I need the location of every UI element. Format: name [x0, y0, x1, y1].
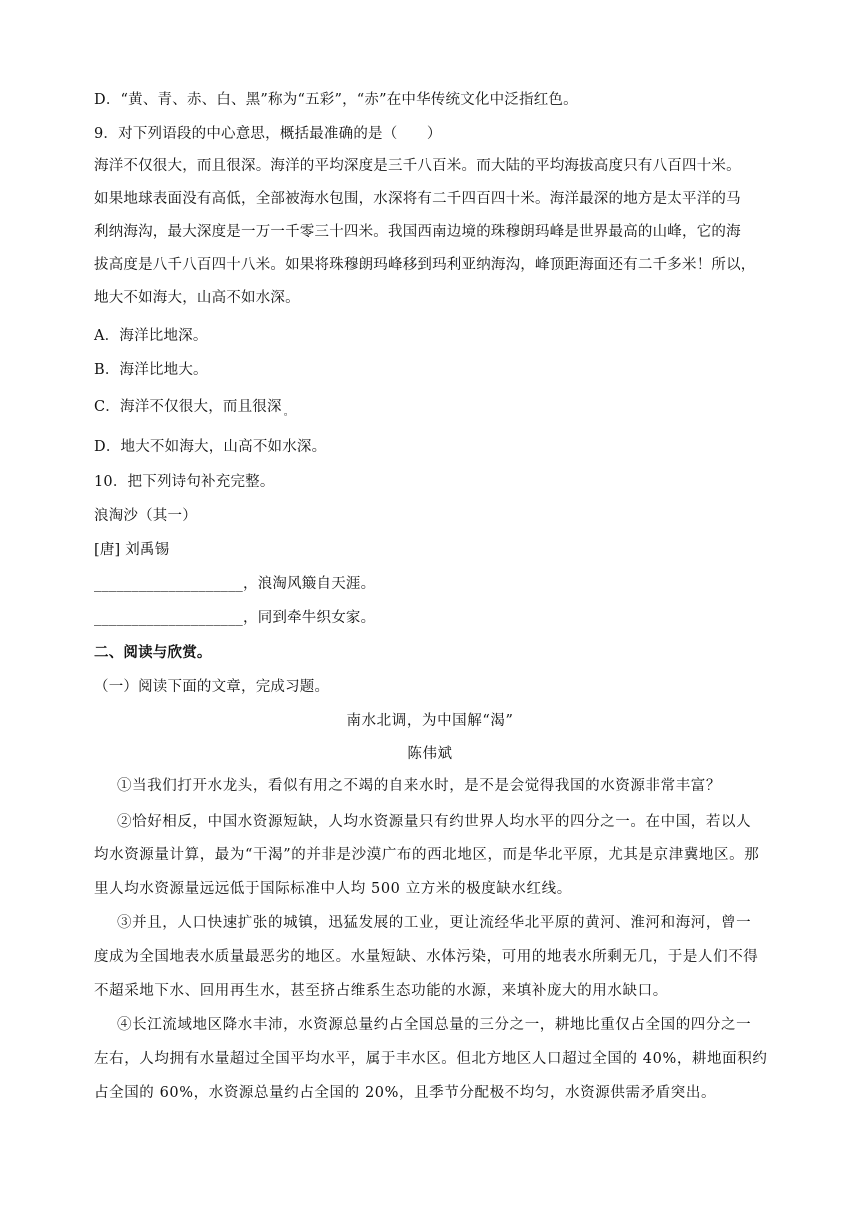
q9-passage-line-5: 地大不如海大，山高不如水深。	[94, 290, 300, 306]
article-paragraph-4-line-3: 占全国的 60%，水资源总量约占全国的 20%，且季节分配极不均匀，水资源供需矛盾突出。	[94, 1085, 717, 1101]
poem-author: [唐] 刘禹锡	[94, 542, 170, 558]
article-title: 南水北调，为中国解“渴”	[346, 713, 514, 729]
q8-option-d: D．“黄、青、赤、白、黑”称为“五彩”，“赤”在中华传统文化中泛指红色。	[94, 92, 578, 108]
article-paragraph-2-line-3: 里人均水资源量远远低于国际标准中人均 500 立方米的极度缺水红线。	[94, 881, 572, 897]
article-paragraph-2-line-2: 均水资源量计算，最为“干渴”的并非是沙漠广布的西北地区，而是华北平原，尤其是京津冀地区。那	[94, 847, 760, 863]
q9-option-d: D．地大不如海大，山高不如水深。	[94, 439, 327, 455]
q10-stem: 10．把下列诗句补充完整。	[94, 474, 275, 490]
q9-option-b: B．海洋比地大。	[94, 362, 208, 378]
q9-option-c-text: C．海洋不仅很大，而且很深	[94, 399, 282, 415]
q9-passage-line-4: 拔高度是八千八百四十八米。如果将珠穆朗玛峰移到玛利亚纳海沟，峰顶距海面还有二千多米！所以，	[94, 257, 756, 273]
section-2-subheading: （一）阅读下面的文章，完成习题。	[94, 679, 330, 695]
poem-title: 浪淘沙（其一）	[94, 508, 197, 524]
q9-passage-line-1: 海洋不仅很大，而且很深。海洋的平均深度是三千八百米。而大陆的平均海拔高度只有八百四十米。	[94, 158, 741, 174]
poem-blank-line-2: ____________________，同到牵牛织女家。	[94, 610, 376, 626]
q9-option-c	[94, 397, 294, 423]
q9-passage-line-2: 如果地球表面没有高低，全部被海水包围，水深将有二千四百四十米。海洋最深的地方是太平洋的马	[94, 191, 741, 207]
article-paragraph-3-line-1: ③并且，人口快速扩张的城镇，迅猛发展的工业，更让流经华北平原的黄河、淮河和海河，曾一	[117, 915, 752, 931]
article-paragraph-3-line-2: 度成为全国地表水质量最恶劣的地区。水量短缺、水体污染，可用的地表水所剩无几，于是人们不得	[94, 949, 759, 965]
q9-stem: 9．对下列语段的中心意思，概括最准确的是（ ）	[94, 126, 442, 142]
article-paragraph-3-line-3: 不超采地下水、回用再生水，甚至挤占维系生态功能的水源，来填补庞大的用水缺口。	[94, 983, 668, 999]
article-paragraph-2-line-1: ②恰好相反，中国水资源短缺，人均水资源量只有约世界人均水平的四分之一。在中国，若以人	[117, 814, 752, 830]
q9-option-a: A．海洋比地深。	[94, 328, 208, 344]
article-author: 陈伟斌	[407, 746, 453, 762]
article-paragraph-4-line-1: ④长江流域地区降水丰沛，水资源总量约占全国总量的三分之一，耕地比重仅占全国的四分之一	[117, 1017, 752, 1033]
q9-option-c-mark: 。	[283, 407, 294, 418]
article-paragraph-1-line-1: ①当我们打开水龙头，看似有用之不竭的自来水时，是不是会觉得我国的水资源非常丰富？	[117, 778, 721, 794]
article-paragraph-4-line-2: 左右，人均拥有水量超过全国平均水平，属于丰水区。但北方地区人口超过全国的 40%，耕地面积约	[94, 1051, 768, 1067]
section-2-heading: 二、阅读与欣赏。	[94, 644, 212, 661]
q9-passage-line-3: 利纳海沟，最大深度是一万一千零三十四米。我国西南边境的珠穆朗玛峰是世界最高的山峰，它的海	[94, 224, 741, 240]
poem-blank-line-1: ____________________，浪淘风簸自天涯。	[94, 576, 376, 592]
